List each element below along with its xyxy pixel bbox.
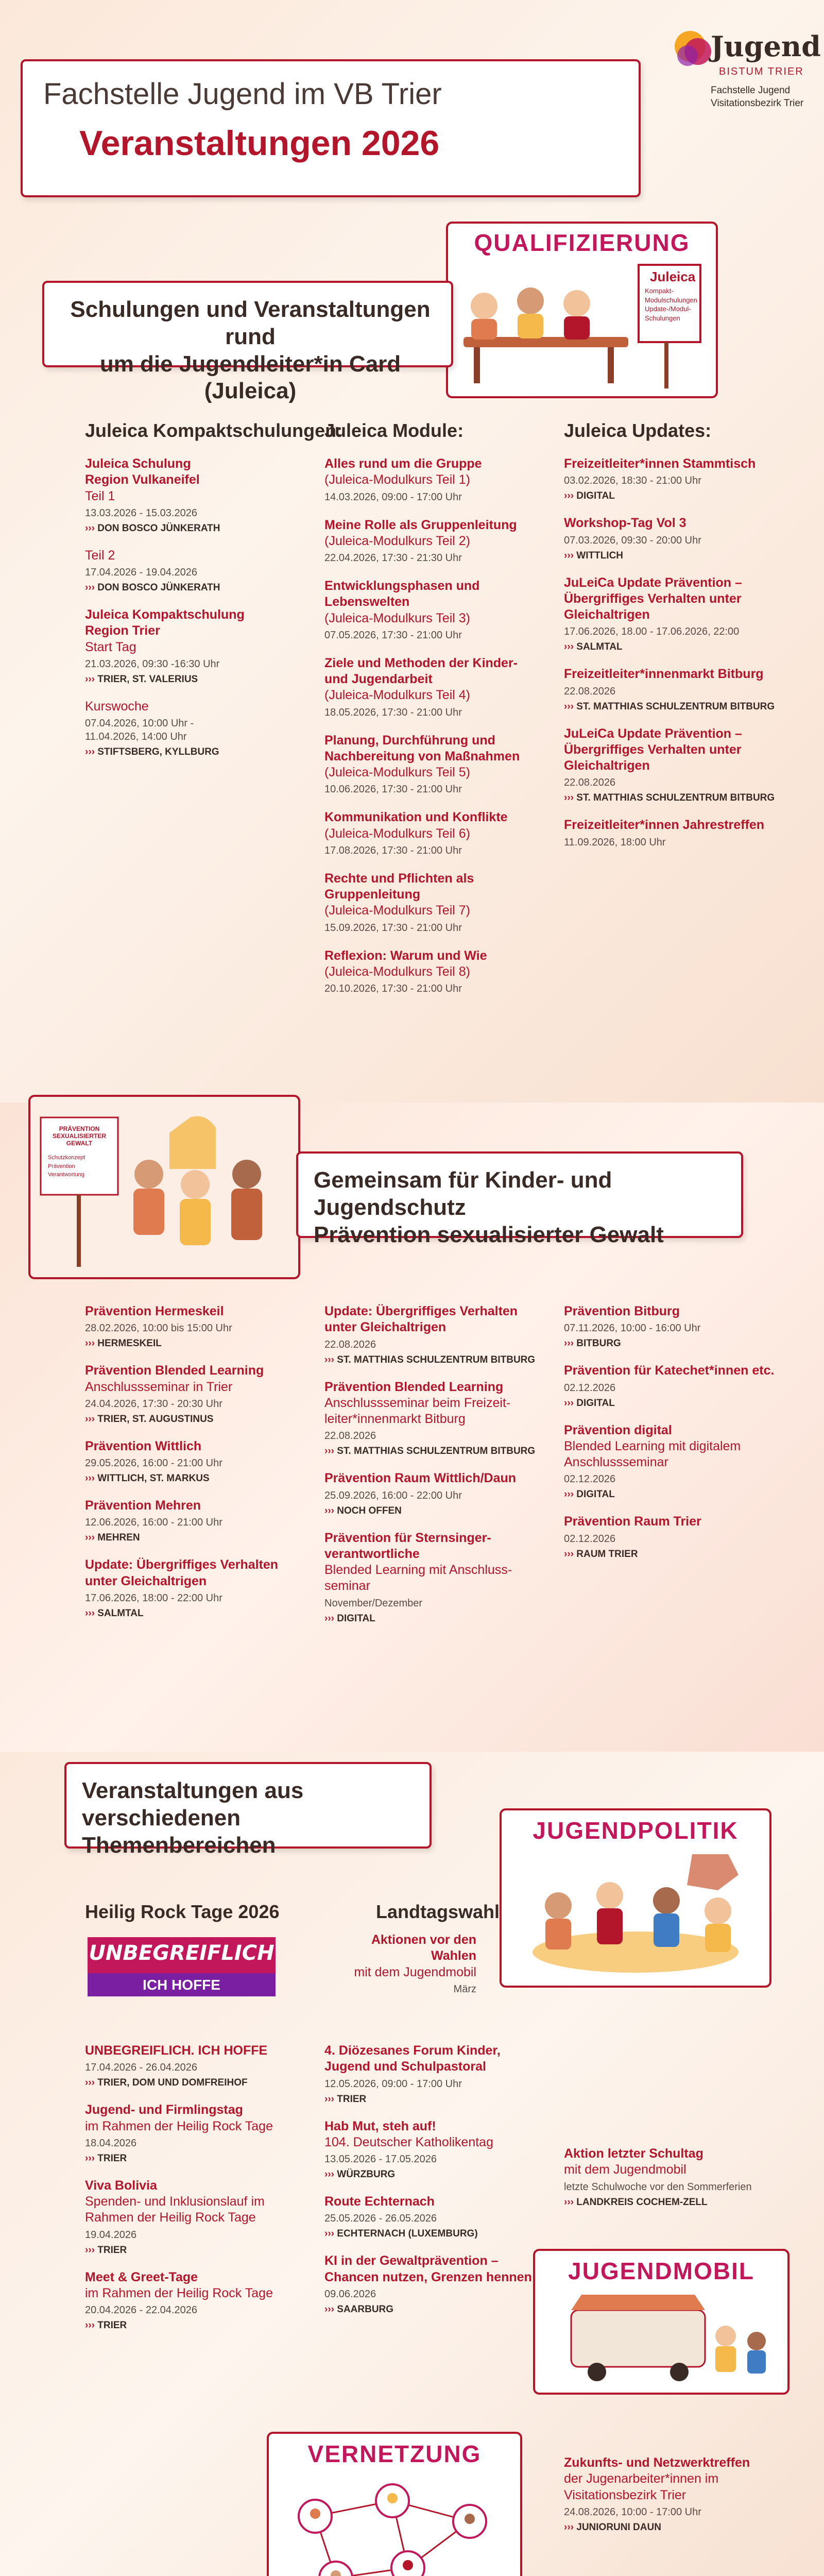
- event-location: ››› DIGITAL: [564, 1398, 791, 1409]
- event-date: 17.06.2026, 18:00 - 22:00 Uhr: [85, 1592, 222, 1604]
- event-date: 20.10.2026, 17:30 - 21:00 Uhr: [324, 983, 462, 994]
- event-date: 18.04.2026: [85, 2137, 137, 2149]
- event-item: [324, 456, 541, 504]
- event-title: Prävention Blended Learning: [85, 1363, 264, 1378]
- header-logo-word: Jugend: [711, 30, 821, 63]
- section1-heading: [60, 296, 441, 405]
- event-item: [324, 1303, 541, 1366]
- event-location: ››› NOCH OFFEN: [324, 1505, 541, 1517]
- event-title: Viva Bolivia: [85, 2178, 157, 2193]
- event-location: ››› ST. MATTHIAS SCHULZENTRUM BITBURG: [324, 1446, 541, 1457]
- section1-heading-line2: um die Jugendleiter*in Card (Juleica): [99, 351, 401, 404]
- event-location: ››› ST. MATTHIAS SCHULZENTRUM BITBURG: [324, 1354, 541, 1366]
- event-title: Prävention Hermeskeil: [85, 1304, 224, 1318]
- event-item: [564, 575, 791, 653]
- event-item: [564, 726, 791, 804]
- jugendpolitik-illustration: [500, 1808, 771, 1988]
- event-title: Alles rund um die Gruppe: [324, 456, 482, 471]
- event-item: [324, 948, 541, 996]
- header-logo-sub: BISTUM TRIER: [719, 66, 804, 77]
- event-subtitle: (Juleica-Modulkurs Teil 4): [324, 688, 470, 703]
- event-title: Freizeitleiter*innen Stammtisch: [564, 456, 756, 471]
- event-date: 18.05.2026, 17:30 - 21:00 Uhr: [324, 706, 462, 718]
- event-date: 22.04.2026, 17:30 - 21:30 Uhr: [324, 552, 462, 564]
- themen-list: [324, 2043, 541, 2329]
- jugend-logo-icon: [670, 26, 716, 72]
- jugendpolitik-badge: JUGENDPOLITIK: [533, 1817, 739, 1844]
- heilig-rock-list: [85, 2043, 301, 2345]
- qualifizierung-sign-title: Juleica: [650, 269, 696, 284]
- event-date: 14.03.2026, 09:00 - 17:00 Uhr: [324, 491, 462, 503]
- event-location: ››› TRIER: [85, 2245, 301, 2256]
- event-item: [85, 456, 301, 534]
- praevention-sign-title: PRÄVENTION SEXUALISIERTER GEWALT: [52, 1125, 106, 1147]
- event-item: [85, 2269, 301, 2332]
- event-title: Update: Übergriffiges Verhalten unter Gleichaltrigen: [324, 1304, 518, 1335]
- event-location: ››› DON BOSCO JÜNKERATH: [85, 523, 301, 534]
- event-location: ››› TRIER, ST. AUGUSTINUS: [85, 1414, 301, 1425]
- event-subtitle: (Juleica-Modulkurs Teil 1): [324, 472, 470, 487]
- event-date: 07.03.2026, 09:30 - 20:00 Uhr: [564, 534, 701, 546]
- event-title: Jugend- und Firmlingstag: [85, 2103, 243, 2117]
- event-title: Prävention Raum Trier: [564, 1514, 701, 1529]
- vernetzung-illustration: [267, 2432, 522, 2576]
- event-date: 09.06.2026: [324, 2288, 376, 2300]
- event-date: 07.05.2026, 17:30 - 21:00 Uhr: [324, 629, 462, 641]
- section2-heading: [314, 1167, 741, 1248]
- event-location: ››› DON BOSCO JÜNKERATH: [85, 582, 301, 594]
- event-subtitle: (Juleica-Modulkurs Teil 7): [324, 903, 470, 918]
- event-item: [564, 1363, 791, 1409]
- event-item: [564, 515, 791, 561]
- network-icon: [274, 2470, 515, 2576]
- kompakt-list: [85, 456, 301, 771]
- event-location: ››› ST. MATTHIAS SCHULZENTRUM BITBURG: [564, 792, 791, 804]
- event-item: [564, 817, 791, 849]
- event-title: 4. Diözesanes Forum Kinder, Jugend und Schulpastoral: [324, 2043, 501, 2074]
- event-location: ››› SALMTAL: [564, 641, 791, 653]
- event-date: März: [453, 1983, 476, 1995]
- banner-bottom-text: ICH HOFFE: [88, 1973, 276, 1996]
- event-subtitle: (Juleica-Modulkurs Teil 2): [324, 533, 470, 548]
- event-date: 07.11.2026, 10:00 - 16:00 Uhr: [564, 1323, 701, 1334]
- event-location: ››› WITTLICH: [564, 550, 791, 562]
- sign-item: Schulungen: [645, 314, 680, 322]
- event-item: [85, 2043, 301, 2089]
- event-title: Meine Rolle als Gruppenleitung: [324, 517, 517, 532]
- event-title-line2: Region Vulkaneifel: [85, 472, 200, 487]
- event-sub: mit dem Jugendmobil: [354, 1964, 476, 1979]
- schultag-list: [564, 2146, 791, 2222]
- event-location: ››› DIGITAL: [564, 1489, 791, 1500]
- praevention-list-2: [324, 1303, 541, 1638]
- header-title: Veranstaltungen 2026: [79, 124, 440, 163]
- event-subtitle: (Juleica-Modulkurs Teil 8): [324, 964, 470, 979]
- event-title: Aktionen vor den Wahlen: [371, 1933, 476, 1963]
- event-title: JuLeiCa Update Prävention – Übergriffiges Verhalten unter Gleichaltrigen: [564, 726, 742, 773]
- event-date: 22.08.2026: [324, 1430, 376, 1442]
- event-item: [324, 2043, 541, 2105]
- event-date: 02.12.2026: [564, 1382, 616, 1394]
- event-item: [564, 2455, 791, 2533]
- sign-item: Kompakt-: [645, 287, 674, 295]
- event-date: 02.12.2026: [564, 1473, 616, 1485]
- event-title: Hab Mut, steh auf!: [324, 2119, 436, 2133]
- event-subtitle: Blended Learning mit digitalem Anschlussseminar: [564, 1438, 741, 1469]
- section2-heading-line1: Gemeinsam für Kinder- und Jugendschutz: [314, 1167, 612, 1220]
- event-item: [324, 517, 541, 565]
- event-date: November/Dezember: [324, 1597, 423, 1609]
- event-title: Prävention Wittlich: [85, 1438, 202, 1453]
- header-supertitle: Fachstelle Jugend im VB Trier: [43, 77, 442, 111]
- event-subtitle: im Rahmen der Heilig Rock Tage: [85, 2119, 273, 2133]
- event-date: 03.02.2026, 18:30 - 21:00 Uhr: [564, 475, 701, 487]
- event-location: ››› HERMESKEIL: [85, 1338, 301, 1349]
- qualifizierung-sign-list: [645, 286, 697, 323]
- section3-heading: [82, 1777, 430, 1859]
- event-location: ››› TRIER, DOM UND DOMFREIHOF: [85, 2077, 301, 2089]
- event-subtitle: Teil 1: [85, 488, 115, 503]
- event-item: [564, 1303, 791, 1349]
- event-title: UNBEGREIFLICH. ICH HOFFE: [85, 2043, 268, 2058]
- event-date: 25.09.2026, 16:00 - 22:00 Uhr: [324, 1489, 462, 1501]
- event-location: ››› TRIER: [85, 2153, 301, 2164]
- event-item: [324, 2194, 541, 2240]
- event-item: [85, 2178, 301, 2256]
- event-item: [324, 809, 541, 857]
- jugendmobil-van-icon: [540, 2290, 782, 2387]
- event-title: Prävention Mehren: [85, 1498, 201, 1513]
- event-title: Zukunfts- und Netzwerktreffen: [564, 2455, 750, 2470]
- event-location: ››› ECHTERNACH (LUXEMBURG): [324, 2228, 541, 2240]
- header-logo-line1: Fachstelle Jugend: [711, 85, 791, 96]
- event-item: [85, 1557, 301, 1619]
- event-item: [85, 607, 301, 685]
- event-title: Meet & Greet-Tage: [85, 2269, 198, 2284]
- event-date: 12.05.2026, 09:00 - 17:00 Uhr: [324, 2078, 462, 2090]
- youth-politics-scene-icon: [507, 1849, 764, 1980]
- event-item: [85, 699, 301, 758]
- event-subtitle: Teil 2: [85, 548, 115, 563]
- event-subtitle: Anschlussseminar in Trier: [85, 1379, 233, 1394]
- event-date: 24.04.2026, 17:30 - 20:30 Uhr: [85, 1398, 222, 1410]
- event-subtitle: Spenden- und Inklusionslauf im Rahmen der Heilig Rock Tage: [85, 2194, 265, 2225]
- event-title: Freizeitleiter*innenmarkt Bitburg: [564, 667, 764, 682]
- sign-item: Update-/Modul-: [645, 305, 691, 313]
- event-item: [564, 1422, 791, 1501]
- event-subtitle: (Juleica-Modulkurs Teil 6): [324, 826, 470, 841]
- header-logo-line2: Visitationsbezirk Trier: [711, 98, 804, 109]
- praevention-list-3: [564, 1303, 791, 1573]
- module-list: [324, 456, 541, 1009]
- event-title: Prävention für Sternsinger-verantwortliche: [324, 1530, 491, 1561]
- event-location: ››› LANDKREIS COCHEM-ZELL: [564, 2197, 791, 2208]
- event-item: [85, 1363, 301, 1425]
- event-title: Entwicklungsphasen und Lebenswelten: [324, 579, 480, 609]
- section3-heading-panel: [64, 1762, 432, 1858]
- event-location: ››› DIGITAL: [324, 1613, 541, 1624]
- event-item: [85, 548, 301, 594]
- unbegreiflich-banner: [88, 1937, 276, 1996]
- event-item: [324, 655, 541, 719]
- event-date: 17.08.2026, 17:30 - 21:00 Uhr: [324, 844, 462, 856]
- event-location: ››› TRIER, ST. VALERIUS: [85, 674, 301, 685]
- event-item: [324, 733, 541, 796]
- sign-item: Schutzkonzept: [48, 1155, 85, 1161]
- event-item: [324, 1530, 541, 1624]
- event-date: 19.04.2026: [85, 2229, 137, 2241]
- header-panel: [21, 59, 641, 197]
- event-date: 25.05.2026 - 26.05.2026: [324, 2213, 437, 2225]
- event-title: Ziele und Methoden der Kinder- und Jugendarbeit: [324, 655, 518, 686]
- event-date: 20.04.2026 - 22.04.2026: [85, 2304, 197, 2316]
- event-title: Juleica Kompaktschulung: [85, 607, 245, 622]
- col-head-heilig-rock: Heilig Rock Tage 2026: [85, 1901, 280, 1922]
- event-location: ››› MEHREN: [85, 1532, 301, 1544]
- event-subtitle: im Rahmen der Heilig Rock Tage: [85, 2285, 273, 2300]
- event-title: Prävention Blended Learning: [324, 1379, 504, 1394]
- event-title: Reflexion: Warum und Wie: [324, 948, 487, 963]
- event-title: Juleica Schulung: [85, 456, 191, 471]
- event-title: KI in der Gewaltprävention – Chancen nutzen, Grenzen hennen: [324, 2253, 532, 2284]
- event-title: JuLeiCa Update Prävention – Übergriffiges Verhalten unter Gleichaltrigen: [564, 575, 742, 622]
- event-date: 10.06.2026, 17:30 - 21:00 Uhr: [324, 784, 462, 795]
- event-location: ››› JUNIORUNI DAUN: [564, 2522, 791, 2533]
- event-item: [85, 1498, 301, 1544]
- event-title: Prävention digital: [564, 1422, 672, 1437]
- col-head-kompakt: Juleica Kompaktschulungen:: [85, 420, 343, 441]
- event-title: Rechte und Pflichten als Gruppenleitung: [324, 871, 474, 902]
- event-date: 29.05.2026, 16:00 - 21:00 Uhr: [85, 1458, 222, 1469]
- event-date: 28.02.2026, 10:00 bis 15:00 Uhr: [85, 1323, 232, 1334]
- event-date: 24.08.2026, 10:00 - 17:00 Uhr: [564, 2506, 701, 2518]
- event-date: 22.08.2026: [564, 685, 616, 697]
- event-date: 02.12.2026: [564, 1533, 616, 1545]
- jugendmobil-badge: JUGENDMOBIL: [568, 2258, 754, 2284]
- event-date: 11.09.2026, 18:00 Uhr: [564, 836, 666, 848]
- section3-heading-line1: Veranstaltungen aus: [82, 1778, 304, 1803]
- event-location: ››› WITTLICH, ST. MARKUS: [85, 1473, 301, 1484]
- section3-heading-line2: verschiedenen Themenbereichen: [82, 1805, 276, 1858]
- praevention-sign-list: [48, 1154, 85, 1179]
- event-date: 07.04.2026, 10:00 Uhr - 11.04.2026, 14:00 Uhr: [85, 718, 194, 742]
- event-item: [324, 2119, 541, 2181]
- event-item: [85, 1438, 301, 1484]
- event-date: 13.03.2026 - 15.03.2026: [85, 507, 197, 519]
- event-title: Prävention Raum Wittlich/Daun: [324, 1471, 517, 1486]
- header-logo: [670, 21, 821, 134]
- event-item: [564, 456, 791, 502]
- section1-heading-panel: [42, 281, 453, 404]
- event-item: [324, 2253, 541, 2315]
- event-location: ››› BITBURG: [564, 1338, 791, 1349]
- praevention-illustration: [28, 1095, 300, 1279]
- col-head-landtagswahl: Landtagswahl: [376, 1901, 500, 1922]
- event-subtitle: der Jugenarbeiter*innen im Visitationsbezirk Trier: [564, 2471, 719, 2502]
- landtagswahl-event: [327, 1932, 476, 1996]
- event-title: Route Echternach: [324, 2194, 435, 2209]
- event-location: ››› RAUM TRIER: [564, 1549, 791, 1560]
- event-date: 12.06.2026, 16:00 - 21:00 Uhr: [85, 1517, 222, 1529]
- event-subtitle: (Juleica-Modulkurs Teil 5): [324, 765, 470, 779]
- event-item: [564, 1514, 791, 1560]
- event-date: 13.05.2026 - 17.05.2026: [324, 2154, 437, 2165]
- updates-list: [564, 456, 791, 862]
- event-title: Prävention für Katechet*innen etc.: [564, 1363, 775, 1378]
- praevention-list-1: [85, 1303, 301, 1633]
- col-head-module: Juleica Module:: [324, 420, 464, 441]
- event-date: 17.06.2026, 18.00 - 17.06.2026, 22:00: [564, 626, 740, 638]
- event-subtitle: Kurswoche: [85, 699, 149, 714]
- event-date: letzte Schulwoche vor den Sommerferien: [564, 2181, 752, 2193]
- event-item: [85, 2102, 301, 2164]
- event-item: [324, 871, 541, 935]
- event-date: 22.08.2026: [324, 1338, 376, 1350]
- event-subtitle: 104. Deutscher Katholikentag: [324, 2134, 493, 2149]
- event-item: [324, 1470, 541, 1516]
- event-title: Freizeitleiter*innen Jahrestreffen: [564, 818, 765, 833]
- qualifizierung-badge: QUALIFIZIERUNG: [474, 229, 690, 256]
- sign-item: Prävention: [48, 1163, 75, 1170]
- event-title: Update: Übergriffiges Verhalten unter Gleichaltrigen: [85, 1557, 279, 1588]
- event-location: ››› STIFTSBERG, KYLLBURG: [85, 747, 301, 758]
- section1-heading-line1: Schulungen und Veranstaltungen rund: [70, 297, 431, 349]
- event-title-line2: Region Trier: [85, 623, 160, 638]
- event-location: ››› DIGITAL: [564, 490, 791, 502]
- event-subtitle: (Juleica-Modulkurs Teil 3): [324, 611, 470, 625]
- event-location: ››› TRIER: [85, 2320, 301, 2331]
- event-item: [564, 666, 791, 712]
- event-date: 21.03.2026, 09:30 -16:30 Uhr: [85, 658, 220, 670]
- event-subtitle: Blended Learning mit Anschluss-seminar: [324, 1563, 512, 1594]
- netzwerk-list: [564, 2455, 791, 2547]
- event-title: Workshop-Tag Vol 3: [564, 516, 686, 531]
- event-title: Prävention Bitburg: [564, 1304, 680, 1318]
- event-title: Planung, Durchführung und Nachbereitung von Maßnahmen: [324, 733, 520, 764]
- event-title: Kommunikation und Konflikte: [324, 810, 508, 825]
- event-item: [324, 578, 541, 642]
- col-head-updates: Juleica Updates:: [564, 420, 712, 441]
- banner-top-text: UNBEGREIFLICH: [89, 1941, 274, 1965]
- event-subtitle: Start Tag: [85, 639, 136, 654]
- event-location: ››› SALMTAL: [85, 1608, 301, 1619]
- sign-item: Verantwortung: [48, 1172, 84, 1178]
- sign-item: Modulschulungen: [645, 296, 697, 304]
- event-subtitle: mit dem Jugendmobil: [564, 2162, 686, 2177]
- event-date: 17.04.2026 - 19.04.2026: [85, 567, 197, 578]
- event-date: 22.08.2026: [564, 777, 616, 789]
- event-location: ››› TRIER: [324, 2094, 541, 2105]
- jugendmobil-illustration: [533, 2249, 789, 2395]
- group-discussion-icon: [30, 1097, 298, 1277]
- section2-heading-panel: [296, 1151, 743, 1247]
- event-subtitle: Anschlussseminar beim Freizeit-leiter*innenmarkt Bitburg: [324, 1395, 511, 1426]
- event-date: 15.09.2026, 17:30 - 21:00 Uhr: [324, 922, 462, 934]
- event-date: 17.04.2026 - 26.04.2026: [85, 2062, 197, 2074]
- vernetzung-badge: VERNETZUNG: [307, 2441, 482, 2467]
- event-item: [564, 2146, 791, 2208]
- event-item: [85, 1303, 301, 1349]
- event-location: ››› SAARBURG: [324, 2304, 541, 2315]
- event-item: [324, 1379, 541, 1458]
- event-location: ››› WÜRZBURG: [324, 2169, 541, 2180]
- event-location: ››› ST. MATTHIAS SCHULZENTRUM BITBURG: [564, 701, 791, 713]
- qualifizierung-illustration: [446, 222, 718, 398]
- event-title: Aktion letzter Schultag: [564, 2146, 703, 2161]
- section2-heading-line2: Prävention sexualisierter Gewalt: [314, 1222, 664, 1247]
